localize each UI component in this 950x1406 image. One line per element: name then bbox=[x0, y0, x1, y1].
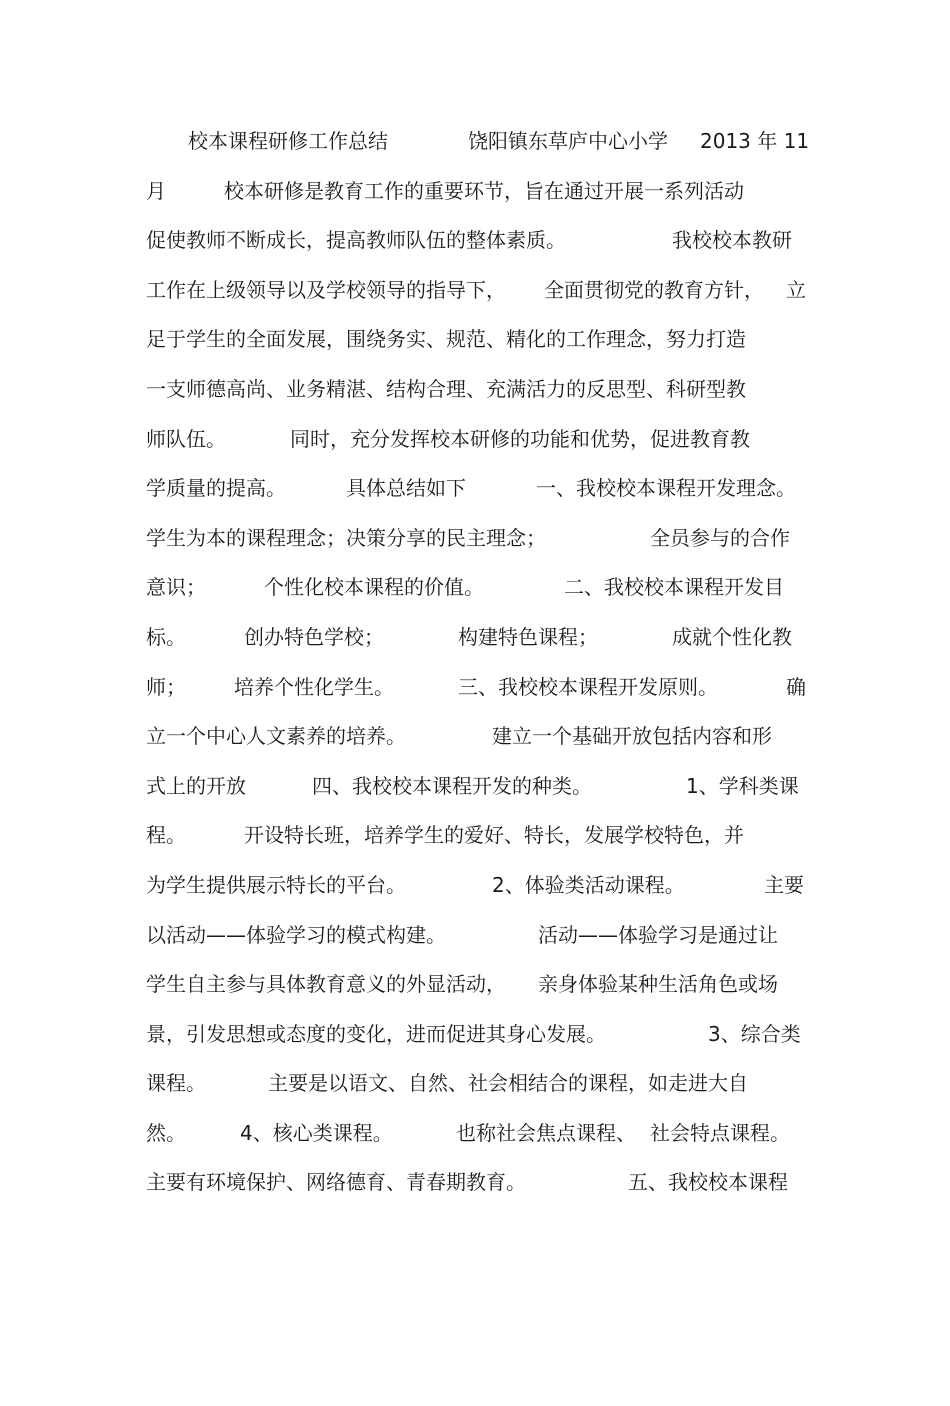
text-segment: 1、学科类课 bbox=[686, 773, 799, 798]
text-line bbox=[146, 811, 806, 861]
text-segment: 培养个性化学生。 bbox=[234, 674, 394, 699]
text-line bbox=[146, 117, 810, 167]
text-segment: 立 bbox=[786, 277, 806, 302]
text-segment: 成就个性化教 bbox=[672, 624, 792, 649]
text-segment: 以活动——体验学习的模式构建。 bbox=[146, 922, 446, 947]
text-line bbox=[146, 861, 806, 911]
section-heading: 四、我校校本课程开发的种类。 bbox=[312, 773, 592, 798]
document-date: 2013 年 11 bbox=[700, 129, 810, 153]
text-segment: 也称社会焦点课程、 bbox=[456, 1120, 636, 1145]
text-segment: 学质量的提高。 bbox=[146, 476, 286, 501]
text-segment: 意识； bbox=[146, 575, 206, 600]
text-segment: 主要 bbox=[764, 872, 804, 897]
text-segment: 课程。 bbox=[146, 1071, 206, 1096]
text-line bbox=[146, 613, 806, 663]
text-line bbox=[146, 712, 806, 762]
text-segment: 校本研修是教育工作的重要环节，旨在通过开展一系列活动 bbox=[224, 178, 744, 203]
text-segment: 足于学生的全面发展，围绕务实、规范、精化的工作理念，努力打造 bbox=[146, 327, 746, 352]
document-title: 校本课程研修工作总结 bbox=[188, 129, 388, 153]
text-line bbox=[146, 1158, 806, 1208]
text-segment: 景，引发思想或态度的变化，进而促进其身心发展。 bbox=[146, 1021, 606, 1046]
section-heading: 三、我校校本课程开发原则。 bbox=[458, 674, 718, 699]
text-line bbox=[146, 464, 806, 514]
text-line bbox=[146, 1010, 806, 1060]
text-line bbox=[146, 266, 806, 316]
body-text bbox=[146, 117, 810, 1208]
text-line bbox=[146, 960, 806, 1010]
text-line bbox=[146, 663, 806, 713]
text-line bbox=[146, 911, 806, 961]
text-segment: 社会特点课程。 bbox=[650, 1120, 790, 1145]
text-segment: 程。 bbox=[146, 823, 186, 848]
text-segment: 月 bbox=[146, 178, 166, 203]
text-segment: 个性化校本课程的价值。 bbox=[264, 575, 484, 600]
text-segment: 亲身体验某种生活角色或场 bbox=[538, 972, 778, 997]
text-segment: 构建特色课程； bbox=[458, 624, 598, 649]
text-line bbox=[146, 415, 806, 465]
text-segment: 开设特长班，培养学生的爱好、特长，发展学校特色，并 bbox=[244, 823, 744, 848]
text-segment: 4、核心类课程。 bbox=[240, 1120, 393, 1145]
text-line bbox=[146, 1059, 806, 1109]
text-segment: 同时，充分发挥校本研修的功能和优势，促进教育教 bbox=[290, 426, 750, 451]
text-segment: 学生为本的课程理念；决策分享的民主理念； bbox=[146, 525, 546, 550]
section-heading: 二、我校校本课程开发目 bbox=[564, 575, 784, 600]
text-segment: 学生自主参与具体教育意义的外显活动， bbox=[146, 972, 506, 997]
text-line bbox=[146, 514, 806, 564]
text-segment: 为学生提供展示特长的平台。 bbox=[146, 872, 406, 897]
text-segment: 式上的开放 bbox=[146, 773, 246, 798]
text-segment: 全员参与的合作 bbox=[650, 525, 790, 550]
text-segment: 2、体验类活动课程。 bbox=[492, 872, 685, 897]
section-heading: 五、我校校本课程 bbox=[628, 1170, 788, 1195]
text-segment: 具体总结如下 bbox=[346, 476, 466, 501]
text-segment: 一支师德高尚、业务精湛、结构合理、充满活力的反思型、科研型教 bbox=[146, 376, 746, 401]
section-heading: 一、我校校本课程开发理念。 bbox=[536, 476, 796, 501]
text-segment: 主要有环境保护、网络德育、青春期教育。 bbox=[146, 1170, 526, 1195]
text-segment: 立一个中心人文素养的培养。 bbox=[146, 724, 406, 749]
text-segment: 师； bbox=[146, 674, 186, 699]
text-line bbox=[146, 167, 806, 217]
text-segment: 工作在上级领导以及学校领导的指导下， bbox=[146, 277, 506, 302]
text-line bbox=[146, 216, 806, 266]
text-segment: 我校校本教研 bbox=[672, 228, 792, 253]
text-line bbox=[146, 762, 806, 812]
text-segment: 标。 bbox=[146, 624, 186, 649]
text-segment: 然。 bbox=[146, 1120, 186, 1145]
text-segment: 师队伍。 bbox=[146, 426, 226, 451]
text-segment: 确 bbox=[786, 674, 806, 699]
text-segment: 主要是以语文、自然、社会相结合的课程，如走进大自 bbox=[268, 1071, 748, 1096]
text-segment: 建立一个基础开放包括内容和形 bbox=[492, 724, 772, 749]
text-segment: 创办特色学校； bbox=[244, 624, 384, 649]
text-line bbox=[146, 1109, 806, 1159]
text-line bbox=[146, 365, 806, 415]
text-segment: 3、综合类 bbox=[708, 1021, 801, 1046]
text-segment: 活动——体验学习是通过让 bbox=[538, 922, 778, 947]
text-segment: 促使教师不断成长，提高教师队伍的整体素质。 bbox=[146, 228, 566, 253]
text-segment: 全面贯彻党的教育方针， bbox=[544, 277, 764, 302]
text-line bbox=[146, 563, 806, 613]
text-line bbox=[146, 315, 806, 365]
school-name: 饶阳镇东草庐中心小学 bbox=[468, 129, 668, 153]
